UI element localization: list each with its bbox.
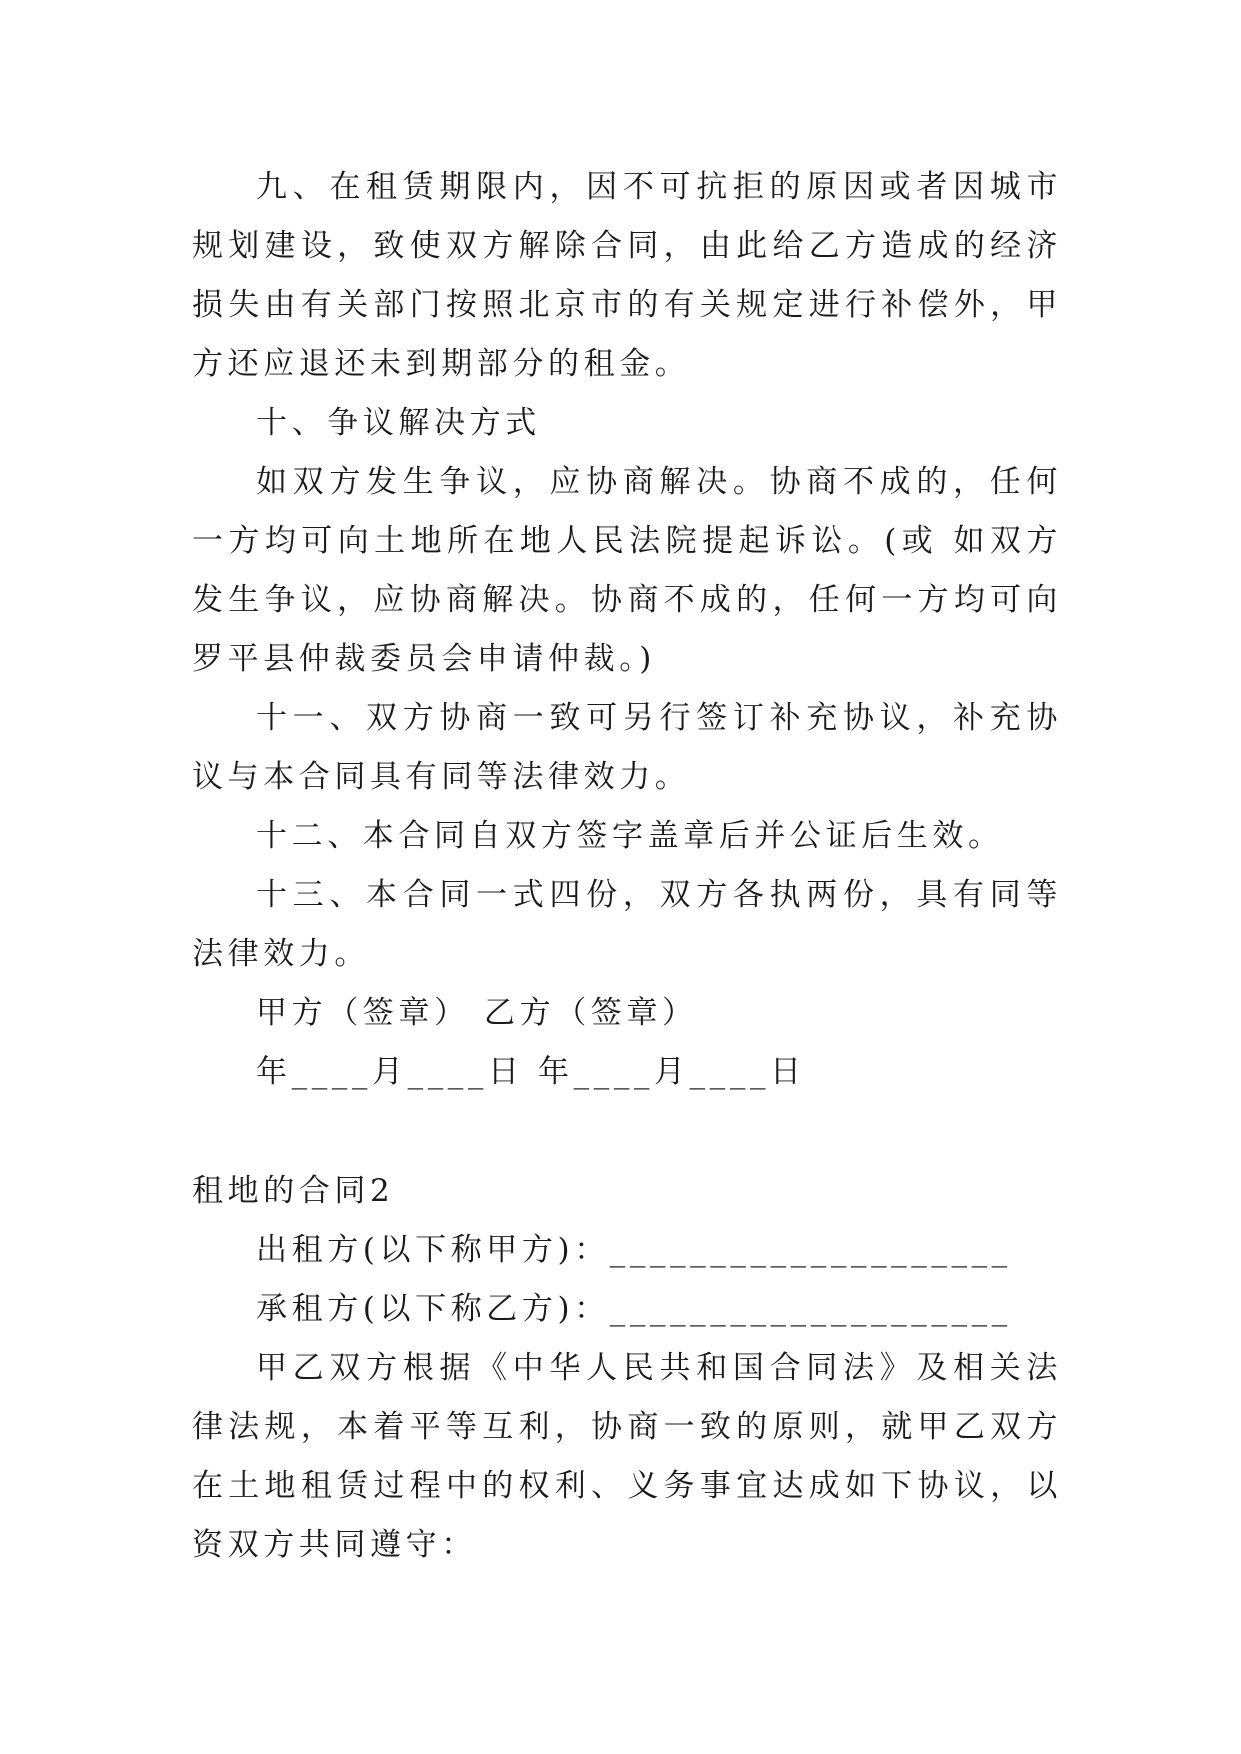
lessee-field: 承租方(以下称乙方)：____________________	[256, 1291, 1012, 1327]
clause-9-paragraph: 九、在租赁期限内，因不可抗拒的原因或者因城市规划建设，致使双方解除合同，由此给乙方造成的经济损失由有关部门按照北京市的有关规定进行补偿外，甲方还应退还未到期部分的租金。	[192, 169, 1062, 382]
document-page	[192, 158, 1062, 1575]
clause-12-paragraph: 十二、本合同自双方签字盖章后并公证后生效。	[256, 818, 1004, 854]
clause-10-body: 如双方发生争议，应协商解决。协商不成的，任何一方均可向土地所在地人民法院提起诉讼。(或 如双方发生争议，应协商解决。协商不成的，任何一方均可向罗平县仲裁委员会申请仲裁。)	[192, 464, 1062, 677]
lessor-field: 出租方(以下称甲方)：____________________	[256, 1232, 1012, 1268]
preamble-paragraph: 甲乙双方根据《中华人民共和国合同法》及相关法律法规，本着平等互利，协商一致的原则，就甲乙双方在土地租赁过程中的权利、义务事宜达成如下协议，以资双方共同遵守：	[192, 1350, 1062, 1563]
date-line: 年____月____日 年____月____日	[256, 1054, 806, 1090]
clause-10-title: 十、争议解决方式	[256, 405, 541, 441]
contract-2-title: 租地的合同2	[192, 1173, 395, 1209]
clause-13-paragraph: 十三、本合同一式四份，双方各执两份，具有同等法律效力。	[192, 877, 1062, 972]
signature-line: 甲方（签章） 乙方（签章）	[256, 995, 698, 1031]
clause-11-paragraph: 十一、双方协商一致可另行签订补充协议，补充协议与本合同具有同等法律效力。	[192, 700, 1062, 795]
